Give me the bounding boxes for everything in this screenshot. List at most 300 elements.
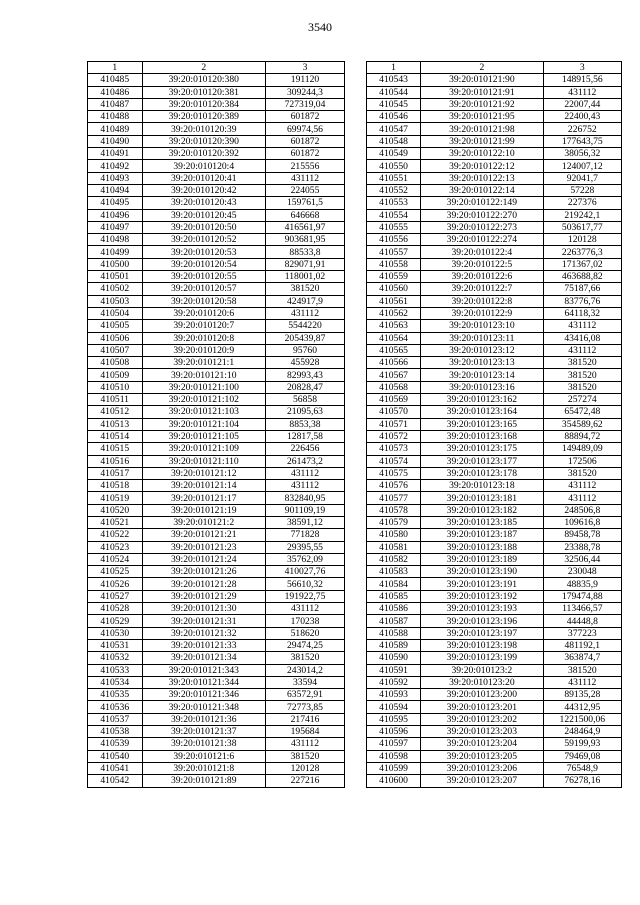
- cadastral-number-cell: 39:20:010122:5: [421, 258, 544, 270]
- value-cell: 377223: [543, 627, 621, 639]
- value-cell: 83776,76: [543, 295, 621, 307]
- cadastral-number-cell: 39:20:010120:39: [142, 123, 265, 135]
- value-cell: 191120: [265, 74, 344, 86]
- row-number-cell: 410520: [88, 504, 143, 516]
- table-row: [367, 406, 622, 418]
- value-cell: 205439,87: [265, 332, 344, 344]
- row-number-cell: 410592: [367, 676, 421, 688]
- table-row: [88, 111, 345, 123]
- cadastral-number-cell: 39:20:010123:14: [421, 369, 544, 381]
- cadastral-number-cell: 39:20:010121:98: [421, 123, 544, 135]
- cadastral-number-cell: 39:20:010121:343: [142, 664, 265, 676]
- table-row: [367, 603, 622, 615]
- value-cell: 170238: [265, 615, 344, 627]
- cadastral-number-cell: 39:20:010120:53: [142, 246, 265, 258]
- table-row: [88, 357, 345, 369]
- table-row: [88, 578, 345, 590]
- row-number-cell: 410489: [88, 123, 143, 135]
- value-cell: 76278,16: [543, 775, 621, 787]
- row-number-cell: 410586: [367, 603, 421, 615]
- cadastral-number-cell: 39:20:010120:50: [142, 221, 265, 233]
- cadastral-number-cell: 39:20:010121:21: [142, 529, 265, 541]
- value-cell: 601872: [265, 148, 344, 160]
- row-number-cell: 410571: [367, 418, 421, 430]
- table-row: [88, 394, 345, 406]
- cadastral-number-cell: 39:20:010123:175: [421, 443, 544, 455]
- cadastral-number-cell: 39:20:010121:102: [142, 394, 265, 406]
- row-number-cell: 410599: [367, 762, 421, 774]
- cadastral-number-cell: 39:20:010120:41: [142, 172, 265, 184]
- value-cell: 29474,25: [265, 639, 344, 651]
- cadastral-number-cell: 39:20:010120:55: [142, 271, 265, 283]
- table-row: [88, 160, 345, 172]
- value-cell: 5544220: [265, 320, 344, 332]
- value-cell: 230048: [543, 566, 621, 578]
- row-number-cell: 410572: [367, 430, 421, 442]
- value-cell: 217416: [265, 713, 344, 725]
- table-row: [367, 652, 622, 664]
- row-number-cell: 410488: [88, 111, 143, 123]
- table-row: [88, 713, 345, 725]
- cadastral-number-cell: 39:20:010123:198: [421, 639, 544, 651]
- row-number-cell: 410505: [88, 320, 143, 332]
- column-header: 3: [543, 62, 621, 74]
- row-number-cell: 410570: [367, 406, 421, 418]
- row-number-cell: 410536: [88, 701, 143, 713]
- table-row: [367, 246, 622, 258]
- table-row: [367, 160, 622, 172]
- value-cell: 1221500,06: [543, 713, 621, 725]
- table-row: [88, 246, 345, 258]
- table-row: [88, 320, 345, 332]
- cadastral-number-cell: 39:20:010122:8: [421, 295, 544, 307]
- table-row: [367, 516, 622, 528]
- cadastral-number-cell: 39:20:010123:206: [421, 762, 544, 774]
- value-cell: 431112: [265, 307, 344, 319]
- value-cell: 22400,43: [543, 111, 621, 123]
- cadastral-number-cell: 39:20:010123:182: [421, 504, 544, 516]
- row-number-cell: 410492: [88, 160, 143, 172]
- cadastral-number-cell: 39:20:010121:29: [142, 590, 265, 602]
- table-row: [367, 381, 622, 393]
- value-cell: 22007,44: [543, 98, 621, 110]
- cadastral-number-cell: 39:20:010123:168: [421, 430, 544, 442]
- cadastral-number-cell: 39:20:010122:10: [421, 148, 544, 160]
- value-cell: 431112: [265, 603, 344, 615]
- cadastral-number-cell: 39:20:010122:274: [421, 234, 544, 246]
- row-number-cell: 410508: [88, 357, 143, 369]
- value-cell: 431112: [543, 320, 621, 332]
- table-row: [367, 480, 622, 492]
- row-number-cell: 410583: [367, 566, 421, 578]
- value-cell: 33594: [265, 676, 344, 688]
- value-cell: 227376: [543, 197, 621, 209]
- value-cell: 75187,66: [543, 283, 621, 295]
- table-row: [88, 197, 345, 209]
- table-row: [367, 701, 622, 713]
- table-row: [367, 123, 622, 135]
- table-row: [367, 676, 622, 688]
- table-row: [88, 750, 345, 762]
- table-row: [88, 676, 345, 688]
- table-row: [367, 726, 622, 738]
- value-cell: 727319,04: [265, 98, 344, 110]
- cadastral-number-cell: 39:20:010121:90: [421, 74, 544, 86]
- cadastral-number-cell: 39:20:010123:193: [421, 603, 544, 615]
- value-cell: 381520: [543, 664, 621, 676]
- row-number-cell: 410538: [88, 726, 143, 738]
- row-number-cell: 410506: [88, 332, 143, 344]
- table-row: [367, 639, 622, 651]
- cadastral-number-cell: 39:20:010121:8: [142, 762, 265, 774]
- cadastral-number-cell: 39:20:010120:58: [142, 295, 265, 307]
- value-cell: 159761,5: [265, 197, 344, 209]
- value-cell: 424917,9: [265, 295, 344, 307]
- table-row: [88, 430, 345, 442]
- table-row: [367, 234, 622, 246]
- row-number-cell: 410493: [88, 172, 143, 184]
- row-number-cell: 410591: [367, 664, 421, 676]
- table-row: [88, 775, 345, 787]
- table-row: [88, 455, 345, 467]
- row-number-cell: 410500: [88, 258, 143, 270]
- row-number-cell: 410516: [88, 455, 143, 467]
- value-cell: 227216: [265, 775, 344, 787]
- table-row: [88, 762, 345, 774]
- cadastral-number-cell: 39:20:010121:110: [142, 455, 265, 467]
- value-cell: 503617,77: [543, 221, 621, 233]
- cadastral-number-cell: 39:20:010121:24: [142, 553, 265, 565]
- row-number-cell: 410574: [367, 455, 421, 467]
- row-number-cell: 410545: [367, 98, 421, 110]
- row-number-cell: 410576: [367, 480, 421, 492]
- cadastral-number-cell: 39:20:010121:2: [142, 516, 265, 528]
- value-cell: 120128: [265, 762, 344, 774]
- row-number-cell: 410587: [367, 615, 421, 627]
- table-row: [367, 578, 622, 590]
- table-right: [366, 61, 622, 788]
- cadastral-number-cell: 39:20:010121:1: [142, 357, 265, 369]
- table-row: [88, 418, 345, 430]
- cadastral-number-cell: 39:20:010121:23: [142, 541, 265, 553]
- row-number-cell: 410600: [367, 775, 421, 787]
- cadastral-number-cell: 39:20:010121:89: [142, 775, 265, 787]
- table-row: [367, 283, 622, 295]
- table-row: [88, 615, 345, 627]
- cadastral-number-cell: 39:20:010121:30: [142, 603, 265, 615]
- table-row: [367, 775, 622, 787]
- value-cell: 215556: [265, 160, 344, 172]
- cadastral-number-cell: 39:20:010123:164: [421, 406, 544, 418]
- cadastral-number-cell: 39:20:010120:45: [142, 209, 265, 221]
- row-number-cell: 410497: [88, 221, 143, 233]
- value-cell: 38056,32: [543, 148, 621, 160]
- cadastral-number-cell: 39:20:010123:16: [421, 381, 544, 393]
- value-cell: 44312,95: [543, 701, 621, 713]
- value-cell: 95760: [265, 344, 344, 356]
- table-row: [367, 492, 622, 504]
- table-row: [88, 480, 345, 492]
- row-number-cell: 410524: [88, 553, 143, 565]
- table-row: [88, 209, 345, 221]
- table-row: [367, 541, 622, 553]
- value-cell: 829071,91: [265, 258, 344, 270]
- table-row: [367, 529, 622, 541]
- value-cell: 191922,75: [265, 590, 344, 602]
- row-number-cell: 410531: [88, 639, 143, 651]
- table-row: [367, 615, 622, 627]
- cadastral-number-cell: 39:20:010123:10: [421, 320, 544, 332]
- cadastral-number-cell: 39:20:010123:181: [421, 492, 544, 504]
- table-row: [367, 258, 622, 270]
- row-number-cell: 410495: [88, 197, 143, 209]
- value-cell: 57228: [543, 184, 621, 196]
- table-row: [367, 627, 622, 639]
- value-cell: 463688,82: [543, 271, 621, 283]
- cadastral-number-cell: 39:20:010123:200: [421, 689, 544, 701]
- value-cell: 381520: [543, 357, 621, 369]
- table-left: [87, 61, 345, 788]
- table-row: [367, 111, 622, 123]
- row-number-cell: 410563: [367, 320, 421, 332]
- row-number-cell: 410588: [367, 627, 421, 639]
- cadastral-number-cell: 39:20:010123:18: [421, 480, 544, 492]
- row-number-cell: 410504: [88, 307, 143, 319]
- table-row: [88, 234, 345, 246]
- table-row: [367, 590, 622, 602]
- cadastral-number-cell: 39:20:010123:196: [421, 615, 544, 627]
- row-number-cell: 410598: [367, 750, 421, 762]
- row-number-cell: 410582: [367, 553, 421, 565]
- table-row: [88, 381, 345, 393]
- table-row: [88, 664, 345, 676]
- cadastral-number-cell: 39:20:010121:92: [421, 98, 544, 110]
- row-number-cell: 410522: [88, 529, 143, 541]
- cadastral-number-cell: 39:20:010120:7: [142, 320, 265, 332]
- table-row: [88, 369, 345, 381]
- cadastral-number-cell: 39:20:010120:52: [142, 234, 265, 246]
- value-cell: 226456: [265, 443, 344, 455]
- row-number-cell: 410568: [367, 381, 421, 393]
- page-number: 3540: [308, 20, 332, 34]
- cadastral-number-cell: 39:20:010121:344: [142, 676, 265, 688]
- cadastral-number-cell: 39:20:010123:12: [421, 344, 544, 356]
- value-cell: 518620: [265, 627, 344, 639]
- table-row: [367, 369, 622, 381]
- table-row: [88, 258, 345, 270]
- table-row: [88, 652, 345, 664]
- cadastral-number-cell: 39:20:010121:33: [142, 639, 265, 651]
- cadastral-number-cell: 39:20:010121:348: [142, 701, 265, 713]
- value-cell: 56858: [265, 394, 344, 406]
- row-number-cell: 410543: [367, 74, 421, 86]
- table-row: [88, 98, 345, 110]
- value-cell: 219242,1: [543, 209, 621, 221]
- table-row: [367, 86, 622, 98]
- value-cell: 832840,95: [265, 492, 344, 504]
- row-number-cell: 410549: [367, 148, 421, 160]
- cadastral-number-cell: 39:20:010121:99: [421, 135, 544, 147]
- value-cell: 120128: [543, 234, 621, 246]
- table-row: [88, 184, 345, 196]
- row-number-cell: 410547: [367, 123, 421, 135]
- cadastral-number-cell: 39:20:010122:7: [421, 283, 544, 295]
- value-cell: 903681,95: [265, 234, 344, 246]
- table-row: [88, 283, 345, 295]
- table-row: [367, 135, 622, 147]
- row-number-cell: 410541: [88, 762, 143, 774]
- value-cell: 29395,55: [265, 541, 344, 553]
- value-cell: 381520: [543, 467, 621, 479]
- cadastral-number-cell: 39:20:010123:177: [421, 455, 544, 467]
- row-number-cell: 410553: [367, 197, 421, 209]
- cadastral-number-cell: 39:20:010121:103: [142, 406, 265, 418]
- table-row: [88, 603, 345, 615]
- cadastral-number-cell: 39:20:010121:346: [142, 689, 265, 701]
- row-number-cell: 410559: [367, 271, 421, 283]
- row-number-cell: 410517: [88, 467, 143, 479]
- cadastral-number-cell: 39:20:010121:12: [142, 467, 265, 479]
- value-cell: 20828,47: [265, 381, 344, 393]
- row-number-cell: 410596: [367, 726, 421, 738]
- row-number-cell: 410537: [88, 713, 143, 725]
- row-number-cell: 410593: [367, 689, 421, 701]
- value-cell: 72773,85: [265, 701, 344, 713]
- row-number-cell: 410519: [88, 492, 143, 504]
- row-number-cell: 410556: [367, 234, 421, 246]
- value-cell: 431112: [265, 467, 344, 479]
- cadastral-number-cell: 39:20:010122:149: [421, 197, 544, 209]
- cadastral-number-cell: 39:20:010120:6: [142, 307, 265, 319]
- cadastral-number-cell: 39:20:010121:6: [142, 750, 265, 762]
- value-cell: 172506: [543, 455, 621, 467]
- row-number-cell: 410558: [367, 258, 421, 270]
- cadastral-number-cell: 39:20:010121:91: [421, 86, 544, 98]
- value-cell: 76548,9: [543, 762, 621, 774]
- value-cell: 381520: [265, 283, 344, 295]
- value-cell: 354589,62: [543, 418, 621, 430]
- value-cell: 381520: [265, 750, 344, 762]
- value-cell: 195684: [265, 726, 344, 738]
- cadastral-number-cell: 39:20:010123:13: [421, 357, 544, 369]
- table-row: [88, 221, 345, 233]
- value-cell: 82993,43: [265, 369, 344, 381]
- row-number-cell: 410584: [367, 578, 421, 590]
- value-cell: 431112: [265, 172, 344, 184]
- row-number-cell: 410510: [88, 381, 143, 393]
- table-row: [367, 344, 622, 356]
- column-header: 2: [142, 62, 265, 74]
- table-row: [367, 209, 622, 221]
- table-row: [88, 295, 345, 307]
- row-number-cell: 410527: [88, 590, 143, 602]
- value-cell: 8853,38: [265, 418, 344, 430]
- table-header-row: [367, 62, 622, 74]
- row-number-cell: 410512: [88, 406, 143, 418]
- value-cell: 431112: [543, 344, 621, 356]
- cadastral-number-cell: 39:20:010122:270: [421, 209, 544, 221]
- value-cell: 431112: [543, 480, 621, 492]
- value-cell: 109616,8: [543, 516, 621, 528]
- cadastral-number-cell: 39:20:010121:32: [142, 627, 265, 639]
- table-row: [367, 271, 622, 283]
- cadastral-number-cell: 39:20:010120:380: [142, 74, 265, 86]
- cadastral-number-cell: 39:20:010122:12: [421, 160, 544, 172]
- cadastral-number-cell: 39:20:010120:42: [142, 184, 265, 196]
- cadastral-number-cell: 39:20:010123:203: [421, 726, 544, 738]
- row-number-cell: 410564: [367, 332, 421, 344]
- value-cell: 431112: [265, 738, 344, 750]
- cadastral-number-cell: 39:20:010121:109: [142, 443, 265, 455]
- table-row: [88, 344, 345, 356]
- row-number-cell: 410542: [88, 775, 143, 787]
- cadastral-number-cell: 39:20:010123:11: [421, 332, 544, 344]
- row-number-cell: 410590: [367, 652, 421, 664]
- row-number-cell: 410546: [367, 111, 421, 123]
- row-number-cell: 410561: [367, 295, 421, 307]
- row-number-cell: 410530: [88, 627, 143, 639]
- value-cell: 431112: [543, 86, 621, 98]
- value-cell: 257274: [543, 394, 621, 406]
- cadastral-number-cell: 39:20:010121:14: [142, 480, 265, 492]
- table-row: [88, 627, 345, 639]
- cadastral-number-cell: 39:20:010121:10: [142, 369, 265, 381]
- table-row: [367, 664, 622, 676]
- cadastral-number-cell: 39:20:010122:9: [421, 307, 544, 319]
- value-cell: 64118,32: [543, 307, 621, 319]
- table-row: [367, 98, 622, 110]
- table-row: [367, 74, 622, 86]
- cadastral-number-cell: 39:20:010123:197: [421, 627, 544, 639]
- value-cell: 431112: [543, 492, 621, 504]
- column-header: 1: [88, 62, 143, 74]
- value-cell: 601872: [265, 135, 344, 147]
- value-cell: 243014,2: [265, 664, 344, 676]
- value-cell: 88894,72: [543, 430, 621, 442]
- table-row: [367, 148, 622, 160]
- cadastral-number-cell: 39:20:010120:54: [142, 258, 265, 270]
- row-number-cell: 410533: [88, 664, 143, 676]
- column-header: 2: [421, 62, 544, 74]
- table-row: [367, 504, 622, 516]
- table-row: [88, 332, 345, 344]
- row-number-cell: 410548: [367, 135, 421, 147]
- table-row: [88, 689, 345, 701]
- table-row: [367, 713, 622, 725]
- value-cell: 149489,09: [543, 443, 621, 455]
- table-row: [88, 553, 345, 565]
- cadastral-number-cell: 39:20:010122:4: [421, 246, 544, 258]
- value-cell: 248464,9: [543, 726, 621, 738]
- row-number-cell: 410511: [88, 394, 143, 406]
- value-cell: 69974,56: [265, 123, 344, 135]
- cadastral-number-cell: 39:20:010123:191: [421, 578, 544, 590]
- table-row: [88, 516, 345, 528]
- cadastral-number-cell: 39:20:010120:43: [142, 197, 265, 209]
- table-row: [367, 197, 622, 209]
- row-number-cell: 410551: [367, 172, 421, 184]
- table-row: [367, 172, 622, 184]
- cadastral-number-cell: 39:20:010123:190: [421, 566, 544, 578]
- cadastral-number-cell: 39:20:010123:189: [421, 553, 544, 565]
- value-cell: 63572,91: [265, 689, 344, 701]
- value-cell: 309244,3: [265, 86, 344, 98]
- row-number-cell: 410491: [88, 148, 143, 160]
- table-row: [88, 492, 345, 504]
- table-row: [367, 467, 622, 479]
- value-cell: 35762,09: [265, 553, 344, 565]
- row-number-cell: 410498: [88, 234, 143, 246]
